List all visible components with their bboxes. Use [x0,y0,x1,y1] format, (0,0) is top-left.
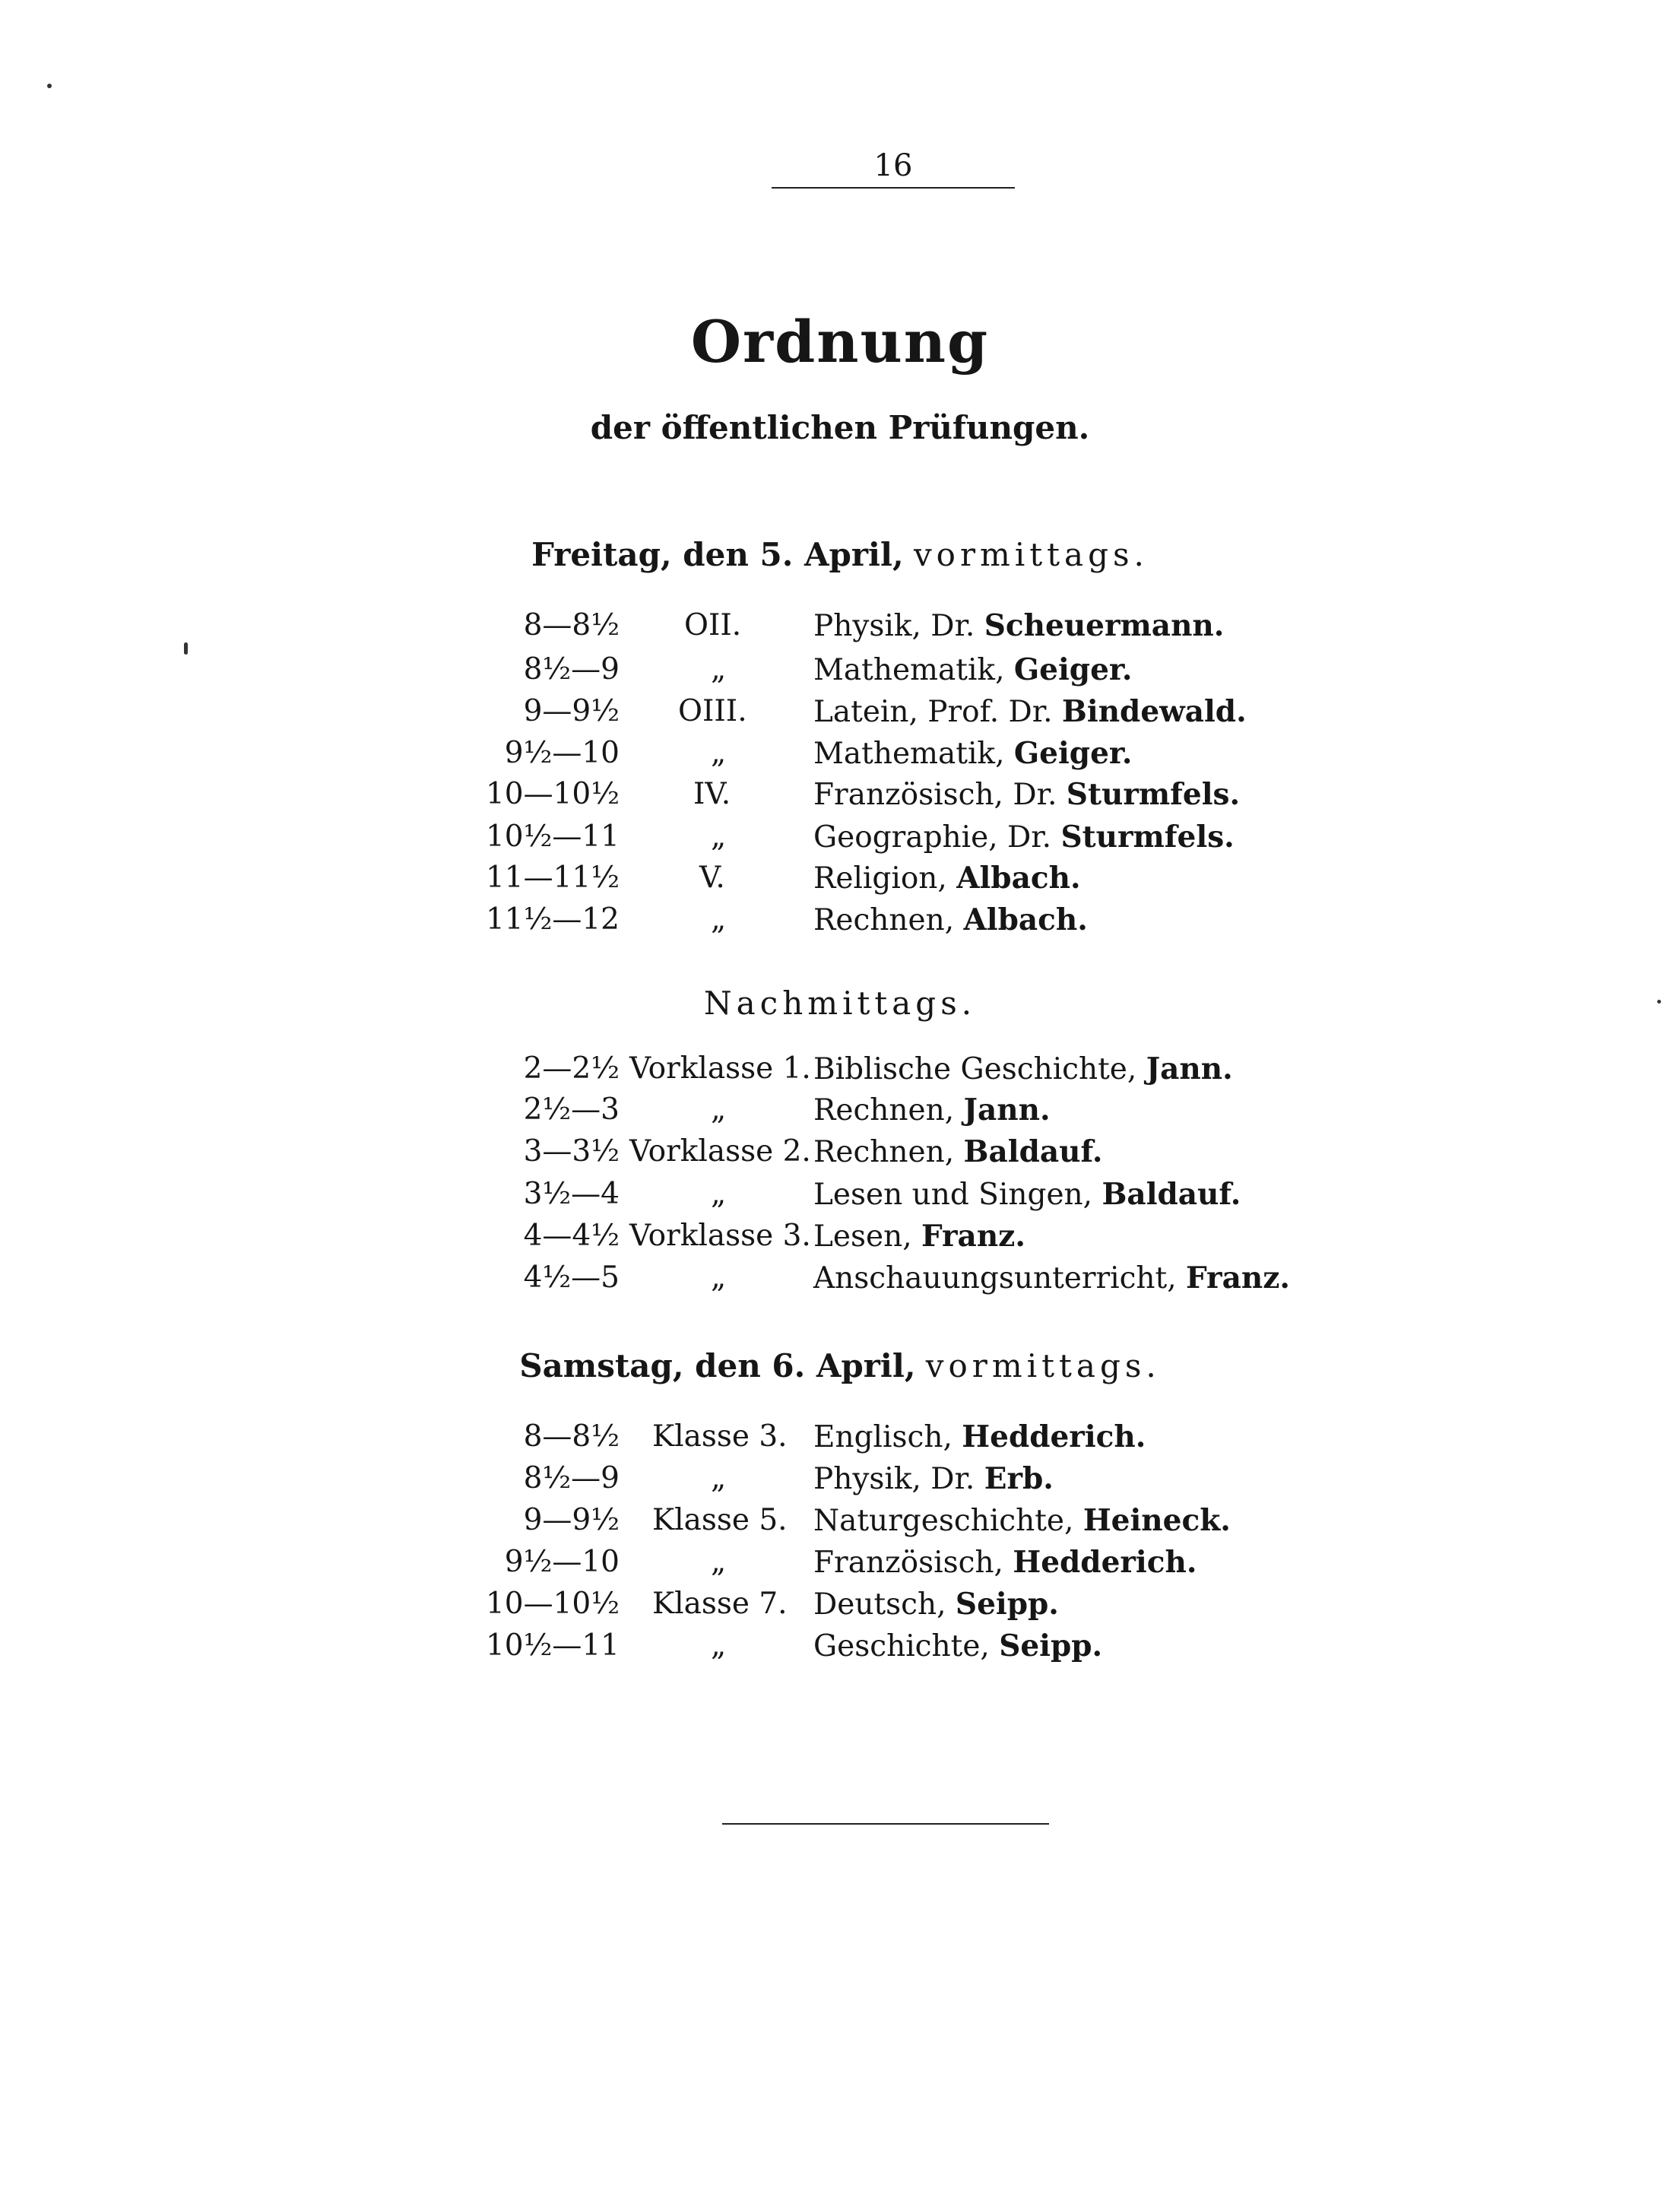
section-day: Freitag, den 5. April, [531,536,904,573]
subject-text: Rechnen, [813,1093,955,1127]
schedule-row [0,1092,1680,1137]
row-class: IV. [693,777,731,811]
row-time: 3½—4 [523,1177,620,1211]
row-class: Klasse 3. [652,1419,788,1454]
row-class: Vorklasse 3. [629,1219,811,1253]
row-time: 9—9½ [523,694,620,728]
row-class: „ [711,736,727,770]
row-subject [813,652,1132,687]
schedule-row [0,1261,1680,1305]
row-teacher: Erb. [984,1461,1054,1496]
page-title: Ordnung [690,308,990,376]
row-subject [813,1419,1146,1454]
subject-text: Anschauungsunterricht, [813,1261,1177,1295]
subject-text: Französisch, [813,1546,1003,1580]
subject-text: Geschichte, [813,1629,990,1663]
schedule-row [0,1177,1680,1221]
row-time: 8½—9 [523,1461,620,1495]
row-class: „ [711,1177,727,1211]
subject-text: Lesen, [813,1219,912,1254]
page-subtitle: der öffentlichen Prüfungen. [590,409,1090,446]
row-teacher: Baldauf. [1102,1177,1241,1212]
row-teacher: Bindewald. [1061,694,1247,729]
schedule-row [0,652,1680,696]
subject-text: Religion, [813,861,947,896]
scan-speck [47,84,52,88]
subject-text: Physik, Dr. [813,609,975,643]
row-subject [813,777,1240,812]
row-time: 4—4½ [523,1219,620,1253]
row-class: Vorklasse 1. [629,1051,811,1086]
row-class: „ [711,1628,727,1663]
row-class: „ [711,1261,727,1295]
row-time: 11—11½ [485,861,620,895]
row-subject [813,1587,1059,1622]
schedule-row [0,736,1680,780]
header-rule [772,187,1015,189]
row-time: 10½—11 [485,820,620,854]
row-class: Vorklasse 2. [629,1134,811,1169]
subject-text: Rechnen, [813,1135,955,1169]
row-class: „ [711,820,727,854]
row-time: 4½—5 [523,1261,620,1295]
row-subject [813,1628,1102,1663]
row-teacher: Franz. [921,1219,1025,1254]
subject-text: Mathematik, [813,737,1005,771]
row-subject [813,1219,1025,1254]
row-class: V. [699,861,725,895]
row-subject [813,1545,1197,1580]
subject-text: Biblische Geschichte, [813,1052,1137,1086]
row-time: 11½—12 [485,902,620,937]
row-class: OIII. [678,694,747,728]
row-time: 2—2½ [523,1051,620,1086]
section-heading-saturday-morning [0,1347,1680,1384]
row-teacher: Jann. [963,1092,1051,1127]
schedule-row [0,777,1680,821]
page-number: 16 [873,148,913,183]
row-class: Klasse 5. [652,1503,788,1537]
row-subject [813,694,1247,729]
subject-text: Französisch, Dr. [813,778,1057,812]
row-subject [813,861,1081,896]
row-time: 8—8½ [523,608,620,642]
row-class: OII. [684,608,742,642]
row-time: 10—10½ [485,1587,620,1621]
subject-text: Rechnen, [813,903,955,937]
footer-rule [722,1823,1049,1825]
schedule-row [0,1461,1680,1505]
row-teacher: Hedderich. [1013,1545,1197,1580]
row-subject [813,608,1224,643]
row-teacher: Albach. [963,902,1088,937]
row-class: „ [711,1545,727,1579]
row-time: 10½—11 [485,1628,620,1663]
subject-text: Englisch, [813,1420,953,1454]
row-teacher: Scheuermann. [984,608,1225,643]
row-teacher: Jann. [1146,1051,1233,1086]
row-teacher: Seipp. [955,1587,1059,1622]
schedule-row [0,694,1680,738]
schedule-row [0,820,1680,864]
section-heading-afternoon [0,985,1680,1022]
row-time: 2½—3 [523,1092,620,1127]
schedule-row [0,1545,1680,1589]
row-subject [813,902,1088,937]
scan-speck [184,642,188,655]
row-time: 3—3½ [523,1134,620,1169]
schedule-row [0,1134,1680,1178]
row-subject [813,1461,1054,1496]
schedule-row [0,1219,1680,1263]
row-subject [813,820,1235,855]
row-teacher: Geiger. [1013,652,1133,687]
row-time: 8—8½ [523,1419,620,1454]
section-day: Samstag, den 6. April, [519,1347,916,1384]
row-class: „ [711,1461,727,1495]
subject-text: Geographie, Dr. [813,820,1052,855]
row-teacher: Seipp. [999,1628,1103,1663]
schedule-row [0,608,1680,652]
row-class: Klasse 7. [652,1587,788,1621]
schedule-row [0,1419,1680,1464]
row-subject [813,1261,1290,1295]
row-teacher: Hedderich. [962,1419,1146,1454]
row-subject [813,736,1132,771]
row-class: „ [711,1092,727,1127]
row-class: „ [711,902,727,937]
subject-text: Latein, Prof. Dr. [813,695,1053,729]
row-teacher: Sturmfels. [1060,820,1235,855]
row-teacher: Sturmfels. [1066,777,1241,812]
subject-text: Naturgeschichte, [813,1504,1074,1538]
row-subject [813,1092,1051,1127]
section-part: Nachmittags. [703,985,977,1022]
section-part: vormittags. [913,536,1149,573]
scan-speck [1657,1000,1661,1004]
row-teacher: Heineck. [1082,1503,1231,1538]
row-subject [813,1134,1102,1169]
schedule-row [0,861,1680,905]
row-teacher: Franz. [1186,1261,1290,1295]
row-teacher: Geiger. [1013,736,1133,771]
schedule-row [0,1503,1680,1547]
row-teacher: Baldauf. [963,1134,1103,1169]
schedule-row [0,1628,1680,1673]
row-time: 9½—10 [504,736,620,770]
row-time: 10—10½ [485,777,620,811]
subject-text: Mathematik, [813,653,1005,687]
row-subject [813,1503,1231,1538]
section-heading-friday-morning [0,536,1680,573]
row-subject [813,1051,1233,1086]
row-subject [813,1177,1241,1212]
row-time: 9½—10 [504,1545,620,1579]
schedule-row [0,902,1680,947]
subject-text: Deutsch, [813,1587,946,1622]
row-class: „ [711,652,727,687]
schedule-row [0,1051,1680,1096]
row-time: 8½—9 [523,652,620,687]
section-part: vormittags. [925,1347,1161,1384]
schedule-row [0,1587,1680,1631]
subject-text: Physik, Dr. [813,1462,975,1496]
row-teacher: Albach. [956,861,1081,896]
subject-text: Lesen und Singen, [813,1178,1093,1212]
row-time: 9—9½ [523,1503,620,1537]
